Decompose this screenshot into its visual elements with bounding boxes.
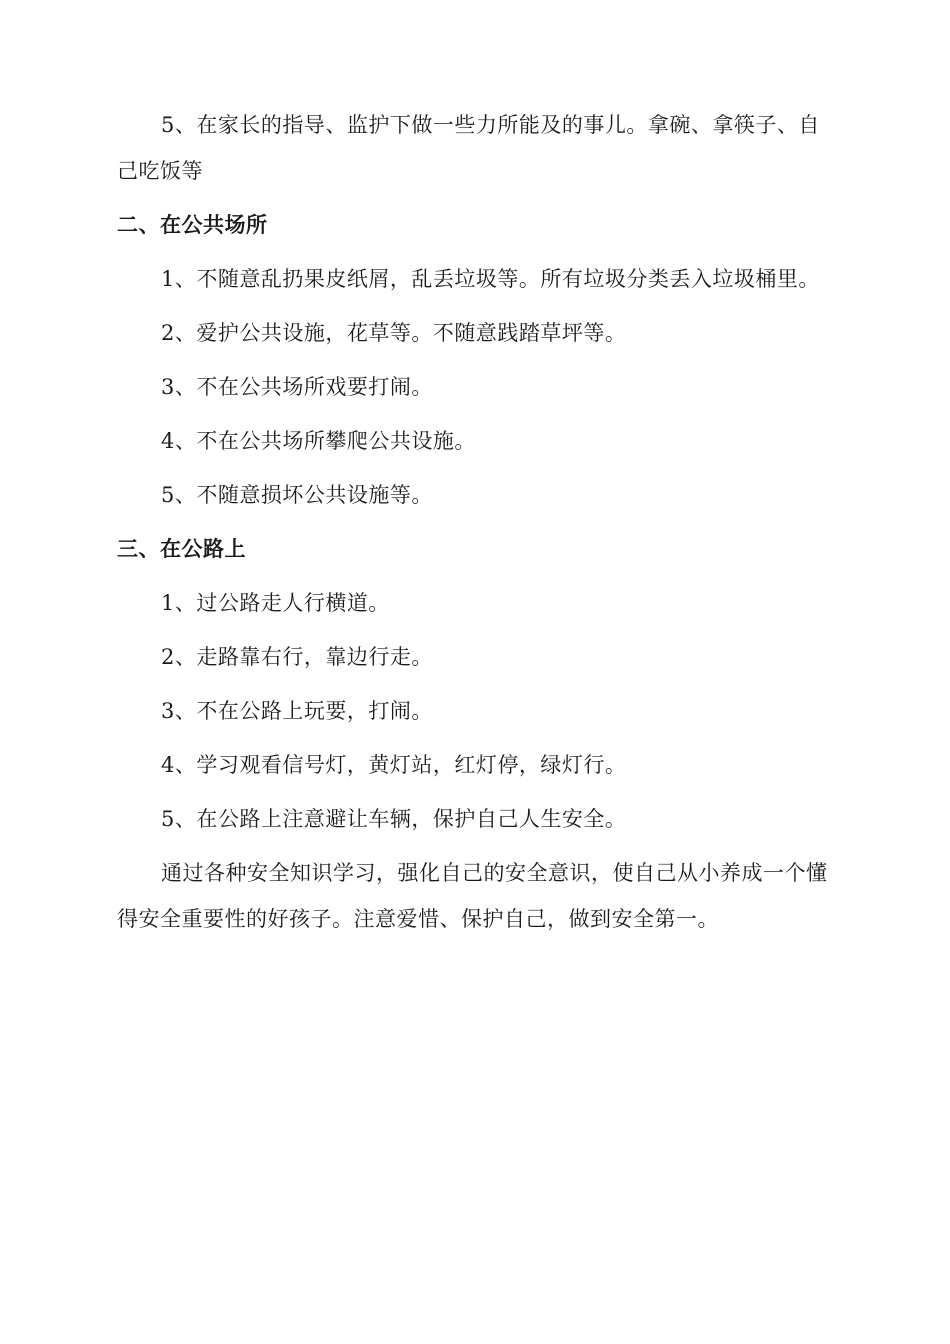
paragraph-public-item-5: 5、不随意损坏公共设施等。 xyxy=(161,483,433,507)
paragraph-road-item-4: 4、学习观看信号灯，黄灯站，红灯停，绿灯行。 xyxy=(161,753,627,777)
paragraph-conclusion: 通过各种安全知识学习，强化自己的安全意识，使自己从小养成一个懂得安全重要性的好孩子。注意爱惜、保护自己，做到安全第一。 xyxy=(117,861,828,931)
paragraph-road-item-5: 5、在公路上注意避让车辆，保护自己人生安全。 xyxy=(161,807,627,831)
section-heading-public-places: 二、在公共场所 xyxy=(117,213,268,237)
paragraph-public-item-2: 2、爱护公共设施，花草等。不随意践踏草坪等。 xyxy=(161,321,627,345)
paragraph-public-item-1: 1、不随意乱扔果皮纸屑，乱丢垃圾等。所有垃圾分类丢入垃圾桶里。 xyxy=(161,267,820,291)
paragraph-road-item-3: 3、不在公路上玩要，打闹。 xyxy=(161,699,433,723)
paragraph-home-item-5: 5、在家长的指导、监护下做一些力所能及的事儿。拿碗、拿筷子、自己吃饭等 xyxy=(117,113,820,183)
paragraph-public-item-4: 4、不在公共场所攀爬公共设施。 xyxy=(161,429,476,453)
section-heading-road: 三、在公路上 xyxy=(117,537,246,561)
paragraph-public-item-3: 3、不在公共场所戏要打闹。 xyxy=(161,375,433,399)
paragraph-road-item-2: 2、走路靠右行，靠边行走。 xyxy=(161,645,433,669)
document-body xyxy=(117,102,835,942)
paragraph-road-item-1: 1、过公路走人行横道。 xyxy=(161,591,390,615)
